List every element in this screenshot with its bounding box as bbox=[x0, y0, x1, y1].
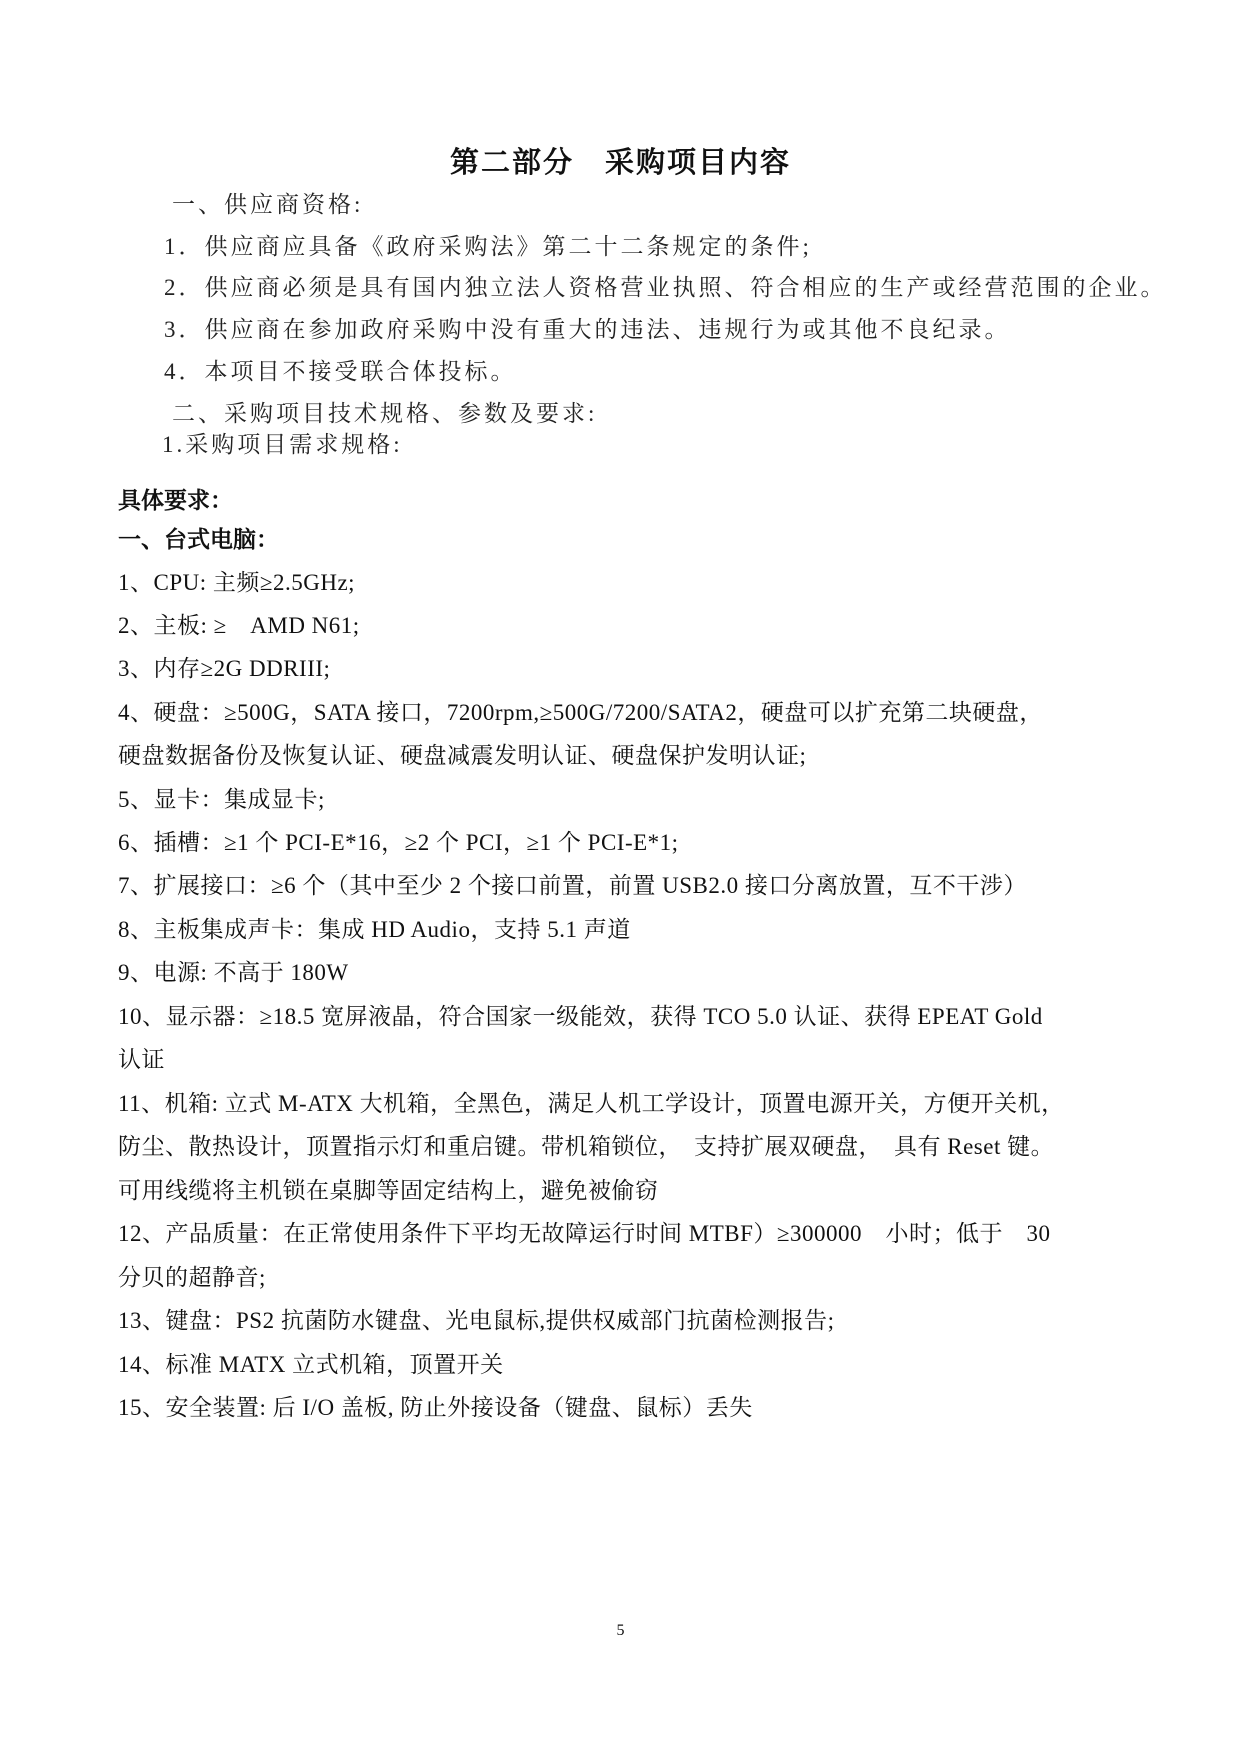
requirement-line: 9、电源: 不高于 180W bbox=[118, 960, 349, 985]
requirement-line: 7、扩展接口：≥6 个（其中至少 2 个接口前置，前置 USB2.0 接口分离放置，互不干涉） bbox=[118, 873, 1027, 898]
requirement-line: 4、硬盘：≥500G，SATA 接口，7200rpm,≥500G/7200/SATA2，硬盘可以扩充第二块硬盘， bbox=[118, 700, 1043, 725]
requirement-line: 3、内存≥2G DDRIII; bbox=[118, 656, 331, 681]
requirement-line: 13、键盘：PS2 抗菌防水键盘、光电鼠标,提供权威部门抗菌检测报告; bbox=[118, 1308, 835, 1333]
qualification-item-3: 3．供应商在参加政府采购中没有重大的违法、违规行为或其他不良纪录。 bbox=[164, 317, 1011, 342]
tech-heading: 二、采购项目技术规格、参数及要求: bbox=[172, 401, 598, 426]
tech-subheading: 1.采购项目需求规格: bbox=[162, 432, 403, 457]
page-number: 5 bbox=[616, 1622, 625, 1639]
requirement-line: 14、标准 MATX 立式机箱，顶置开关 bbox=[118, 1352, 504, 1377]
requirement-line: 11、机箱: 立式 M-ATX 大机箱，全黑色，满足人机工学设计，顶置电源开关，方便开关机， bbox=[118, 1091, 1065, 1116]
requirement-line: 10、显示器：≥18.5 宽屏液晶，符合国家一级能效，获得 TCO 5.0 认证、获得 EPEAT Gold bbox=[118, 1004, 1043, 1029]
requirement-line: 15、安全装置: 后 I/O 盖板, 防止外接设备（键盘、鼠标）丢失 bbox=[118, 1395, 753, 1420]
requirement-line: 硬盘数据备份及恢复认证、硬盘减震发明认证、硬盘保护发明认证; bbox=[118, 743, 807, 768]
requirement-line: 6、插槽：≥1 个 PCI-E*16，≥2 个 PCI，≥1 个 PCI-E*1; bbox=[118, 830, 679, 855]
page-title: 第二部分 采购项目内容 bbox=[449, 147, 791, 179]
requirement-line: 5、显卡：集成显卡; bbox=[118, 787, 325, 812]
desktop-heading: 一、台式电脑： bbox=[118, 527, 279, 552]
requirement-line: 认证 bbox=[118, 1047, 165, 1072]
qualification-item-1: 1．供应商应具备《政府采购法》第二十二条规定的条件; bbox=[164, 234, 812, 259]
qualification-item-2: 2．供应商必须是具有国内独立法人资格营业执照、符合相应的生产或经营范围的企业。 bbox=[164, 275, 1167, 300]
requirement-line: 可用线缆将主机锁在桌脚等固定结构上，避免被偷窃 bbox=[118, 1178, 659, 1203]
requirement-line: 分贝的超静音; bbox=[118, 1265, 266, 1290]
qualification-heading: 一、供应商资格: bbox=[172, 192, 364, 217]
requirement-line: 2、主板: ≥ AMD N61; bbox=[118, 613, 360, 638]
qualification-item-4: 4．本项目不接受联合体投标。 bbox=[164, 359, 517, 384]
requirement-line: 8、主板集成声卡：集成 HD Audio，支持 5.1 声道 bbox=[118, 917, 631, 942]
requirement-line: 1、CPU: 主频≥2.5GHz; bbox=[118, 570, 356, 595]
requirement-line: 12、产品质量：在正常使用条件下平均无故障运行时间 MTBF）≥300000 小时；低于 30 bbox=[118, 1221, 1051, 1246]
specific-requirements-heading: 具体要求： bbox=[118, 488, 233, 513]
requirement-line: 防尘、散热设计，顶置指示灯和重启键。带机箱锁位， 支持扩展双硬盘， 具有 Reset 键。 bbox=[118, 1134, 1055, 1159]
